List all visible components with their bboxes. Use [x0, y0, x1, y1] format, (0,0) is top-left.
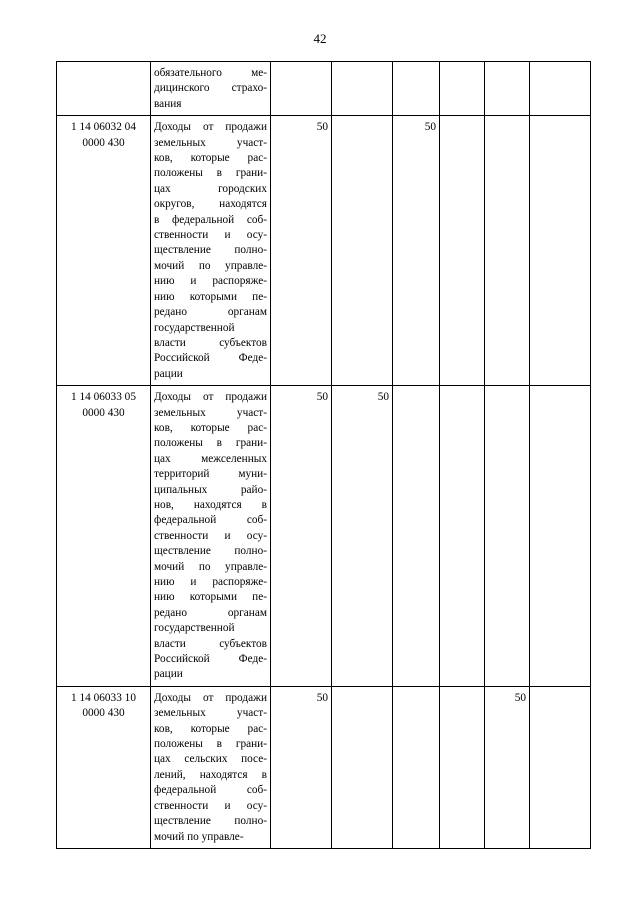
revenue-name-line: федеральной соб- — [154, 514, 267, 527]
revenue-name-line: цах городских — [154, 182, 267, 195]
revenue-name-cell — [151, 686, 271, 848]
revenue-name-line: дицинского страхо- — [154, 82, 267, 95]
revenue-name-line: земельных участ- — [154, 707, 267, 720]
table-row — [57, 62, 591, 116]
amount-cell-6 — [530, 62, 591, 116]
amount-cell-4 — [440, 62, 485, 116]
revenue-name-line: ков, которые рас- — [154, 421, 267, 434]
revenue-name-line: Доходы от продажи — [154, 691, 267, 704]
revenue-name-line: ственности и осу- — [154, 229, 267, 242]
amount-cell-4 — [440, 386, 485, 687]
revenue-name-line: государственной — [154, 622, 235, 635]
revenue-name-line: округов, находятся — [154, 198, 267, 211]
revenue-name-line: ственности и осу- — [154, 529, 267, 542]
amount-cell-1: 50 — [271, 116, 332, 386]
revenue-name-line: обязательного ме- — [154, 67, 267, 79]
revenue-name-line: Российской Феде- — [154, 653, 267, 666]
revenue-name-line: Российской Феде- — [154, 352, 267, 365]
amount-cell-1: 50 — [271, 386, 332, 687]
revenue-name-line: нию и распоряже- — [154, 576, 267, 588]
revenue-name-line: ществление полно- — [154, 545, 267, 558]
revenue-name-line: мочий по управле- — [154, 259, 267, 272]
table-row — [57, 686, 591, 848]
amount-cell-3: 50 — [393, 116, 440, 386]
revenue-name-line: редано органам — [154, 606, 267, 619]
revenue-name-cell — [151, 386, 271, 687]
revenue-name-cell — [151, 116, 271, 386]
amount-cell-2 — [332, 62, 393, 116]
revenue-name-line: рации — [154, 668, 183, 681]
revenue-name-line: власти субъектов — [154, 336, 267, 349]
amount-cell-6 — [530, 686, 591, 848]
amount-cell-5 — [485, 62, 530, 116]
revenue-name-line: земельных участ- — [154, 406, 267, 419]
revenue-name-line: положены в грани- — [154, 437, 267, 450]
amount-cell-2: 50 — [332, 386, 393, 687]
revenue-name-line: положены в грани- — [154, 738, 267, 751]
revenue-name-line: ществление полно- — [154, 815, 267, 828]
revenue-table — [56, 61, 591, 849]
revenue-name-line: цах сельских посе- — [154, 753, 267, 766]
table-body — [57, 62, 591, 849]
revenue-name-line: ципальных райо- — [154, 483, 267, 496]
budget-code-cell: 1 14 06032 04 0000 430 — [57, 116, 151, 386]
table-row — [57, 116, 591, 386]
amount-cell-4 — [440, 116, 485, 386]
revenue-name-line: нию и распоряже- — [154, 275, 267, 288]
revenue-name-line: земельных участ- — [154, 136, 267, 149]
amount-cell-6 — [530, 116, 591, 386]
amount-cell-4 — [440, 686, 485, 848]
budget-code-cell: 1 14 06033 05 0000 430 — [57, 386, 151, 687]
amount-cell-1: 50 — [271, 686, 332, 848]
revenue-name-line: рации — [154, 367, 183, 380]
amount-cell-3 — [393, 686, 440, 848]
revenue-name-line: нов, находятся в — [154, 498, 267, 511]
amount-cell-5: 50 — [485, 686, 530, 848]
revenue-name-line: мочий по управле- — [154, 830, 244, 843]
amount-cell-5 — [485, 116, 530, 386]
amount-cell-5 — [485, 386, 530, 687]
revenue-name-line: лений, находятся в — [154, 768, 267, 781]
revenue-name-line: государственной — [154, 321, 235, 334]
amount-cell-2 — [332, 116, 393, 386]
revenue-name-line: ственности и осу- — [154, 799, 267, 812]
budget-code-cell — [57, 62, 151, 116]
revenue-name-line: вания — [154, 97, 182, 110]
revenue-name-line: редано органам — [154, 306, 267, 319]
page-number: 42 — [313, 31, 327, 46]
table-row — [57, 386, 591, 687]
budget-code-cell: 1 14 06033 10 0000 430 — [57, 686, 151, 848]
amount-cell-1 — [271, 62, 332, 116]
revenue-name-line: мочий по управле- — [154, 560, 267, 573]
revenue-name-line: власти субъектов — [154, 637, 267, 650]
revenue-name-cell — [151, 62, 271, 116]
revenue-name-line: Доходы от продажи — [154, 121, 267, 134]
revenue-name-line: ков, которые рас- — [154, 722, 267, 735]
amount-cell-3 — [393, 386, 440, 687]
revenue-name-line: в федеральной соб- — [154, 213, 267, 226]
amount-cell-2 — [332, 686, 393, 848]
amount-cell-3 — [393, 62, 440, 116]
revenue-name-line: Доходы от продажи — [154, 391, 267, 404]
revenue-name-line: территорий муни- — [154, 468, 267, 481]
revenue-name-line: ществление полно- — [154, 244, 267, 257]
revenue-name-line: нию которыми пе- — [154, 290, 267, 303]
revenue-name-line: цах межселенных — [154, 452, 267, 465]
amount-cell-6 — [530, 386, 591, 687]
revenue-name-line: ков, которые рас- — [154, 152, 267, 165]
revenue-name-line: нию которыми пе- — [154, 591, 267, 604]
revenue-name-line: федеральной соб- — [154, 784, 267, 797]
revenue-name-line: положены в грани- — [154, 167, 267, 180]
